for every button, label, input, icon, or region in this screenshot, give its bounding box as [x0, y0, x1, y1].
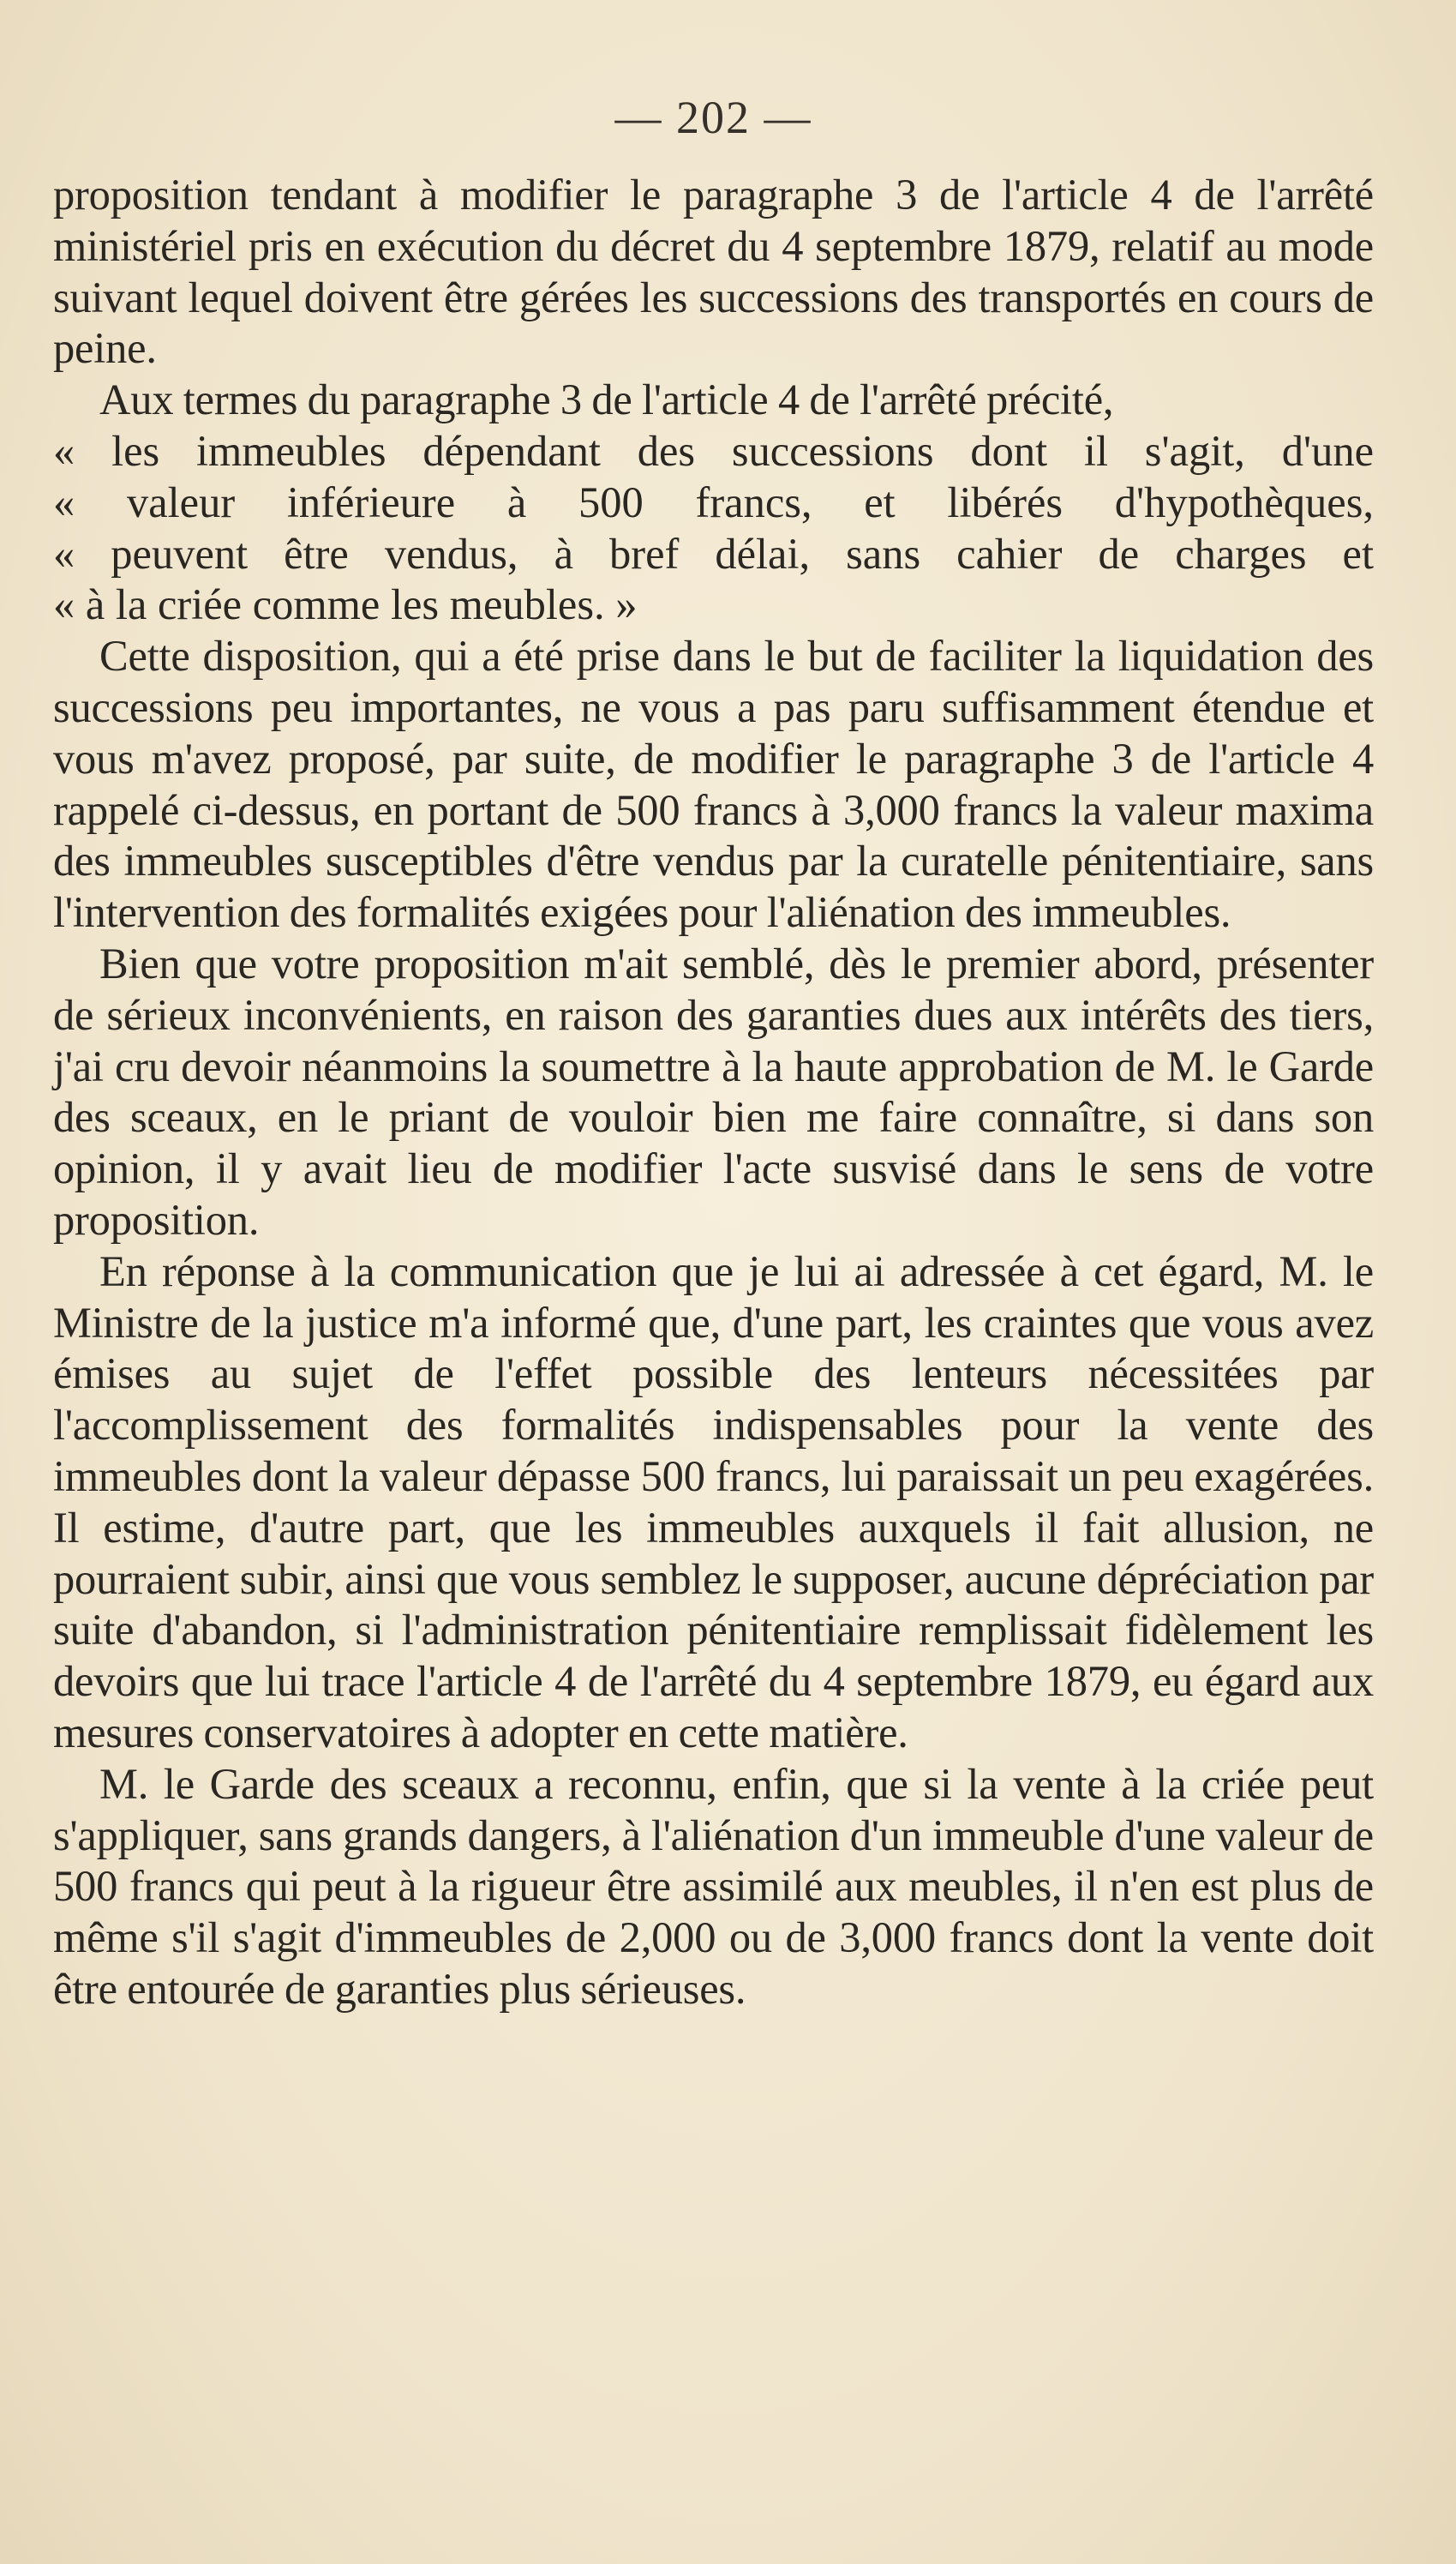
page-number: — 202 — — [614, 92, 812, 143]
quote-line: « peuvent être vendus, à bref délai, sans cahier de charges et — [53, 529, 1374, 578]
quote-line: « à la criée comme les meubles. » — [53, 580, 638, 629]
paragraph: Cette disposition, qui a été prise dans le but de faciliter la liquidation des successions peu importantes, ne vous a pas paru suffisamment étendue et vous m'avez proposé, par suite, de modifier le paragraphe 3 de l'article 4 rappelé ci-dessus, en portant de 500 francs à 3,000 francs la valeur maxima des immeubles susceptibles d'être vendus par la curatelle pénitentiaire, sans l'intervention des formalités exigées pour l'aliénation des immeubles. — [53, 632, 1374, 937]
paragraph: Bien que votre proposition m'ait semblé, dès le premier abord, présenter de sérieux inconvénients, en raison des garanties dues aux intérêts des tiers, j'ai cru devoir néanmoins la soumettre à la haute approbation de M. le Garde des sceaux, en le priant de vouloir bien me faire connaître, si dans son opinion, il y avait lieu de modifier l'acte susvisé dans le sens de votre proposition. — [53, 939, 1374, 1244]
body-text — [53, 170, 1374, 2015]
paragraph-citation-intro: Aux termes du paragraphe 3 de l'article 4 de l'arrêté précité, — [99, 375, 1114, 424]
paragraph-continuation: proposition tendant à modifier le paragraphe 3 de l'article 4 de l'arrêté ministériel pris en exécution du décret du 4 septembre 1879, relatif au mode suivant lequel doivent être gérées les successions des transportés en cours de peine. — [53, 171, 1374, 373]
paragraph: M. le Garde des sceaux a reconnu, enfin, que si la vente à la criée peut s'appliquer, sans grands dangers, à l'aliénation d'un immeuble d'une valeur de 500 francs qui peut à la rigueur être assimilé aux meubles, il n'en est plus de même s'il s'agit d'immeubles de 2,000 ou de 3,000 francs dont la vente doit être entourée de garanties plus sérieuses. — [53, 1759, 1374, 2013]
quoted-article — [53, 426, 1374, 631]
paragraph: En réponse à la communication que je lui ai adressée à cet égard, M. le Ministre de la justice m'a informé que, d'une part, les craintes que vous avez émises au sujet de l'effet possible des lenteurs nécessitées par l'accomplissement des formalités indispensables pour la vente des immeubles dont la valeur dépasse 500 francs, lui paraissait un peu exagérées. Il estime, d'autre part, que les immeubles auxquels il fait allusion, ne pourraient subir, ainsi que vous semblez le supposer, aucune dépréciation par suite d'abandon, si l'administration pénitentiaire remplissait fidèlement les devoirs que lui trace l'article 4 de l'arrêté du 4 septembre 1879, eu égard aux mesures conservatoires à adopter en cette matière. — [53, 1246, 1374, 1756]
quote-line: « valeur inférieure à 500 francs, et libérés d'hypothèques, — [53, 477, 1374, 526]
quote-line: « les immeubles dépendant des successions dont il s'agit, d'une — [53, 426, 1374, 475]
